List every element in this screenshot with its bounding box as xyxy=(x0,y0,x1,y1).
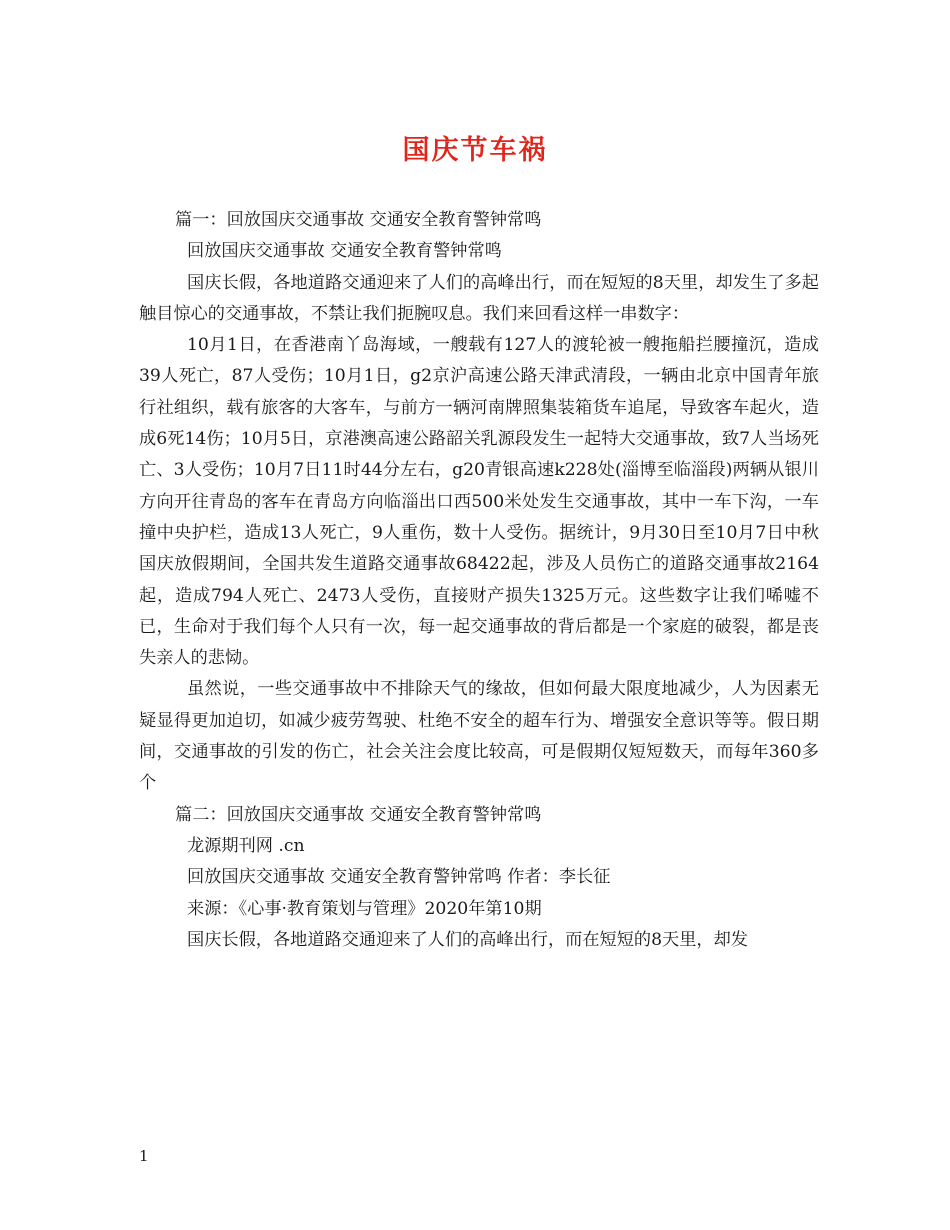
source-journal: 来源：《心事·教育策划与管理》2020年第10期 xyxy=(187,898,542,919)
source-site: 龙源期刊网 .cn xyxy=(187,835,305,856)
paragraph-intro-2: 国庆长假，各地道路交通迎来了人们的高峰出行，而在短短的8天里，却发 xyxy=(187,929,748,950)
paragraph-intro-1: 国庆长假，各地道路交通迎来了人们的高峰出行，而在短短的8天里，却发生了多起触目惊心的交通事故，不禁让我们扼腕叹息。我们来回看这样一串数字： xyxy=(139,272,819,324)
article-title-author: 回放国庆交通事故 交通安全教育警钟常鸣 作者：李长征 xyxy=(187,867,611,888)
document-title: 国庆节车祸 xyxy=(402,135,548,166)
paragraph-statistics: 10月1日，在香港南丫岛海域，一艘载有127人的渡轮被一艘拖船拦腰撞沉，造成39人死亡，87人受伤；10月1日，g2京沪高速公路天津武清段，一辆由北京中国青年旅行社组织，载有旅客的大客车，与前方一辆河南牌照集装箱货车追尾，导致客车起火，造成6死14伤；10月5日，京港澳高速公路韶关乳源段发生一起特大交通事故，致7人当场死亡、3人受伤；10月7日11时44分左右，g20青银高速k228处(淄博至临淄段)两辆从银川方向开往青岛的客车在青岛方向临淄出口西500米处发生交通事故，其中一车下沟，一车撞中央护栏，造成13人死亡，9人重伤，数十人受伤。据统计，9月30日至10月7日中秋国庆放假期间，全国共发生道路交通事故68422起，涉及人员伤亡的道路交通事故2164起，造成794人死亡、2473人受伤，直接财产损失1325万元。这些数字让我们唏嘘不已，生命对于我们每个人只有一次，每一起交通事故的背后都是一个家庭的破裂，都是丧失亲人的悲恸。 xyxy=(139,335,819,669)
paragraph-causes: 虽然说，一些交通事故中不排除天气的缘故，但如何最大限度地减少，人为因素无疑显得更加迫切，如减少疲劳驾驶、杜绝不安全的超车行为、增强安全意识等等。假日期间，交通事故的引发的伤亡，社会关注会度比较高，可是假期仅短短数天，而每年360多个 xyxy=(139,679,819,794)
page-number: 1 xyxy=(139,1147,149,1165)
article-title-1: 回放国庆交通事故 交通安全教育警钟常鸣 xyxy=(187,241,502,262)
document-body xyxy=(139,205,819,956)
section-heading-2: 篇二：回放国庆交通事故 交通安全教育警钟常鸣 xyxy=(175,804,542,825)
section-heading-1: 篇一：回放国庆交通事故 交通安全教育警钟常鸣 xyxy=(175,210,542,230)
